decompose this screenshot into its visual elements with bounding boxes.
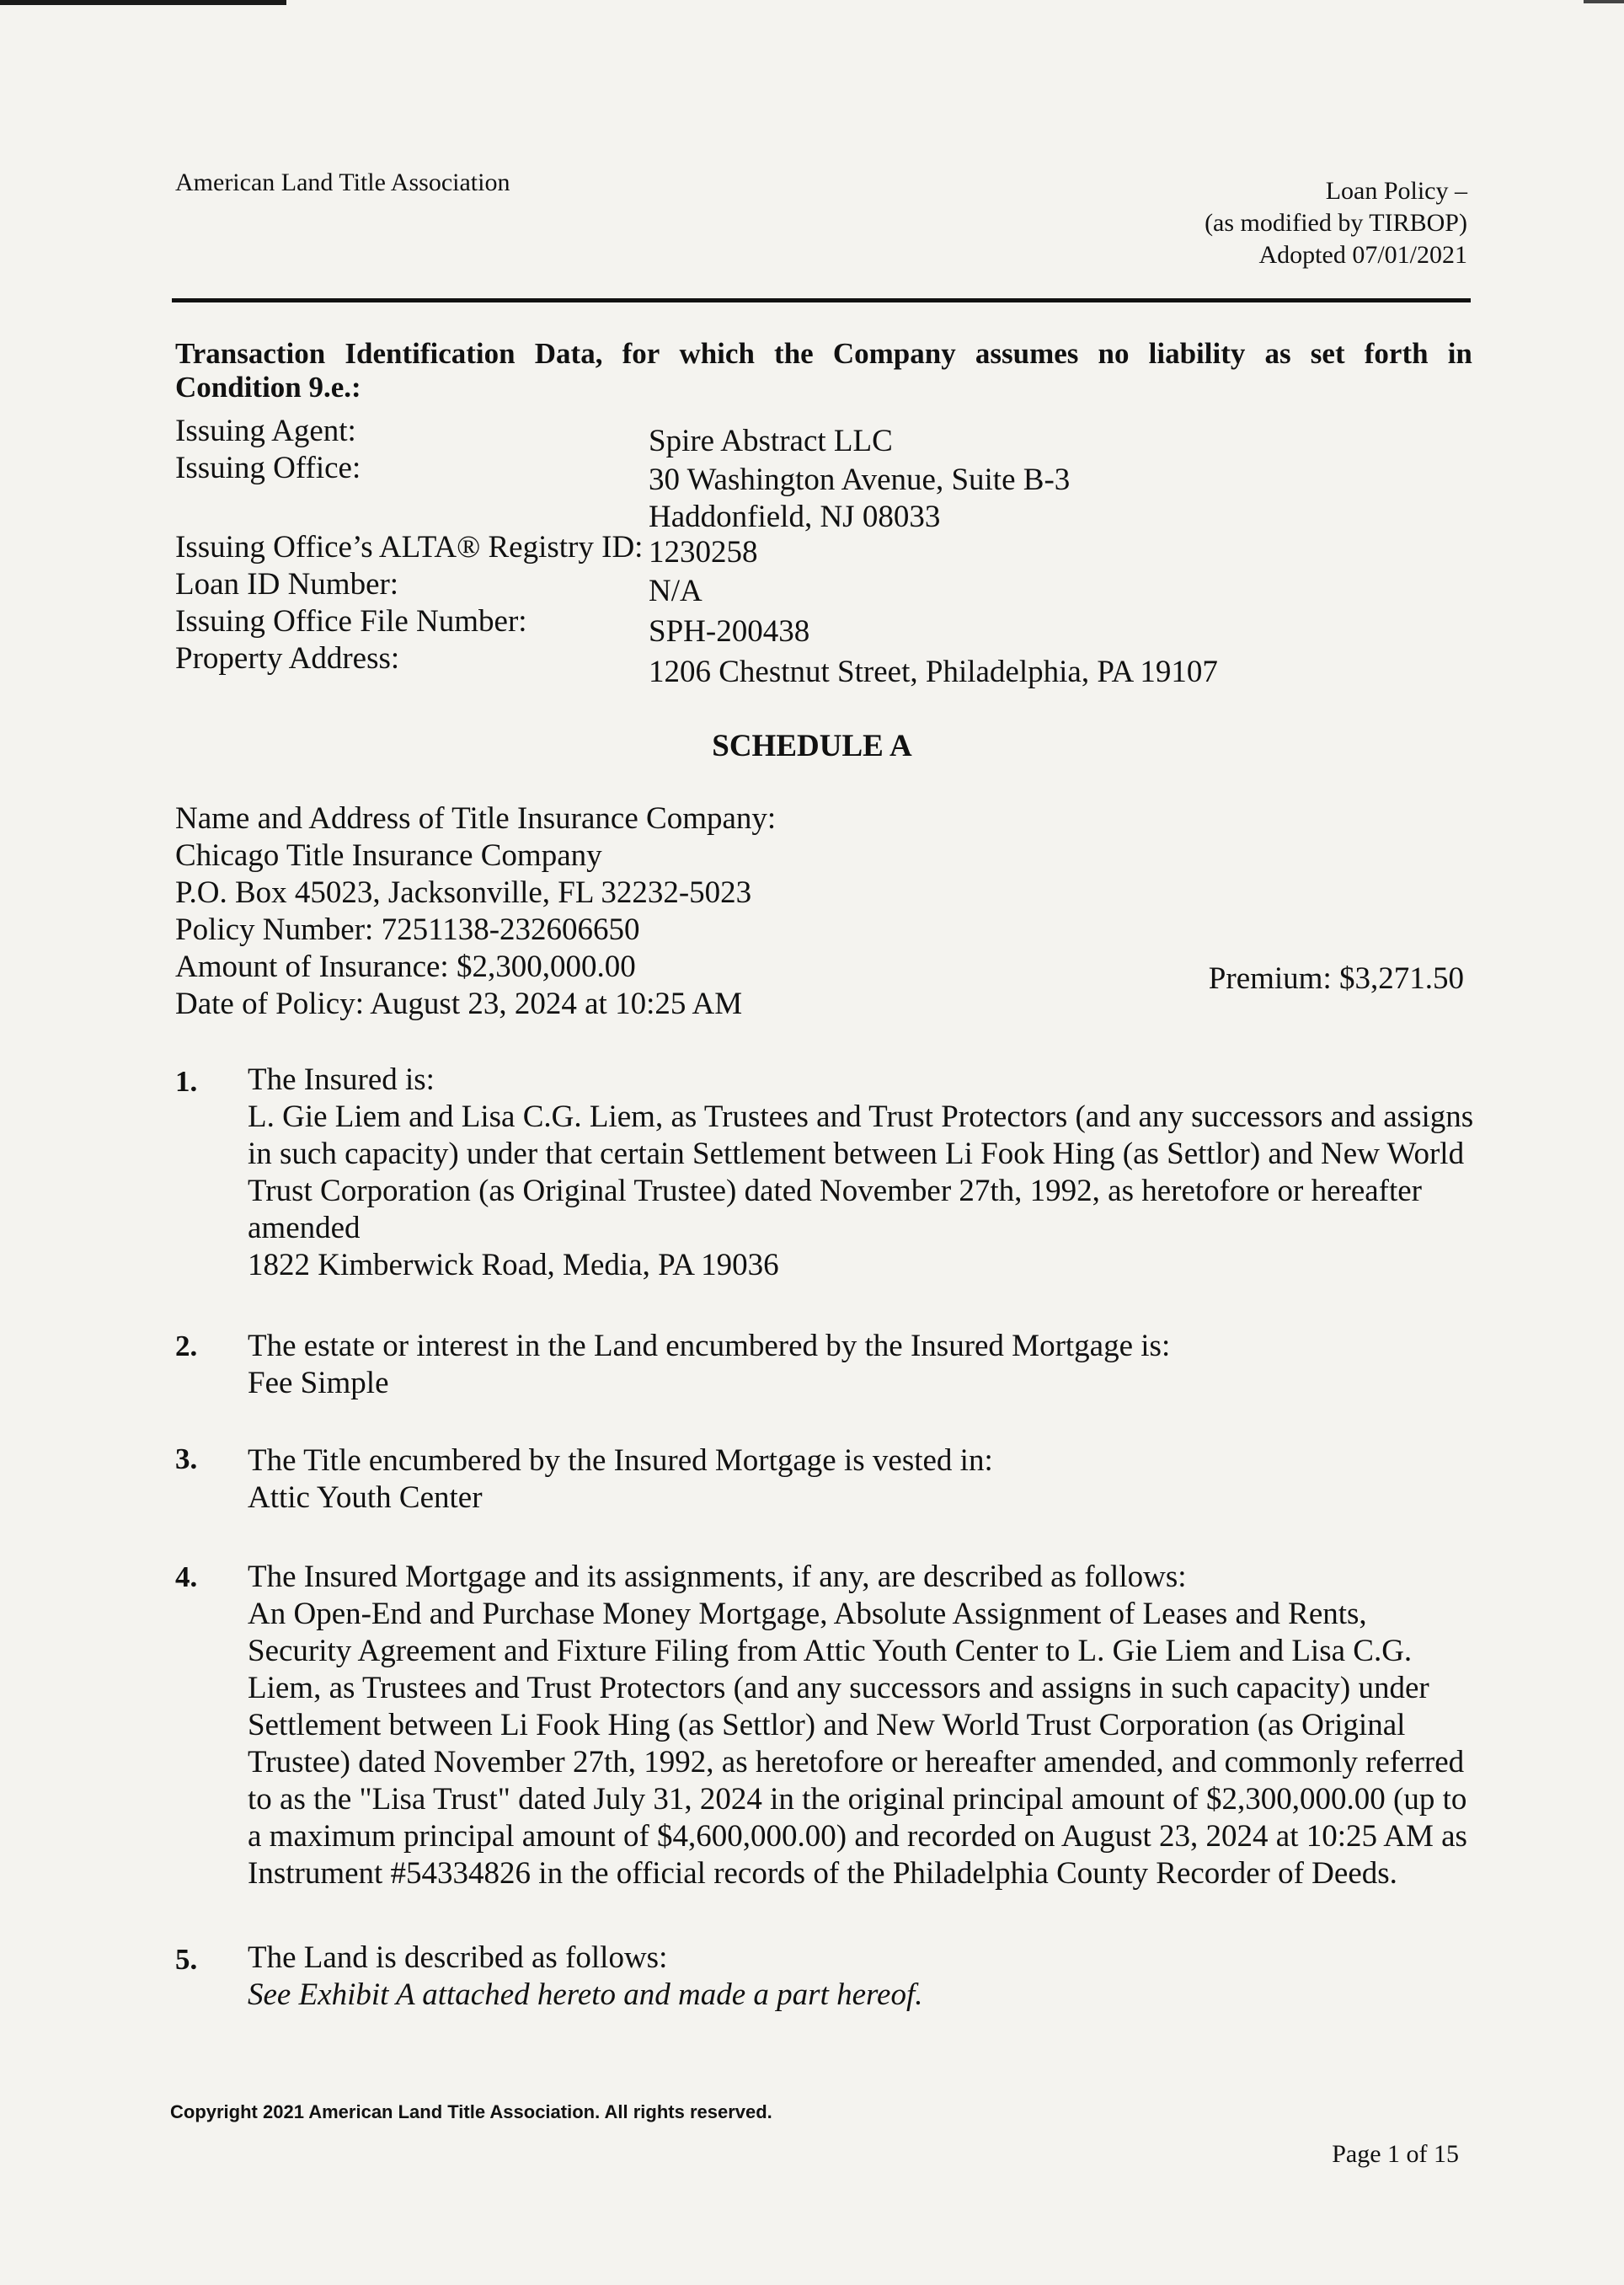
item-line: Fee Simple (248, 1366, 389, 1400)
policy-number: Policy Number: 7251138-232606650 (175, 912, 640, 947)
heading-word: Transaction (175, 337, 326, 370)
scan-artifact (0, 0, 286, 5)
premium: Premium: $3,271.50 (1208, 961, 1464, 996)
company-address: P.O. Box 45023, Jacksonville, FL 32232-5023 (175, 875, 752, 910)
transaction-heading-line1 (175, 337, 1472, 371)
loan-id-value: N/A (649, 574, 702, 608)
file-number-label: Issuing Office File Number: (175, 604, 527, 639)
policy-header (1205, 175, 1467, 271)
header-rule (172, 298, 1471, 302)
policy-type: Loan Policy – (1325, 177, 1467, 205)
item-line: Attic Youth Center (248, 1480, 483, 1515)
issuing-agent-value: Spire Abstract LLC (649, 424, 893, 458)
item-lead: The Insured Mortgage and its assignments, if any, are described as follows: (248, 1560, 1187, 1594)
transaction-heading-line2: Condition 9.e.: (175, 371, 361, 404)
heading-word: set (1310, 337, 1345, 370)
property-address-value: 1206 Chestnut Street, Philadelphia, PA 19107 (649, 655, 1218, 689)
item-lead: The estate or interest in the Land encumbered by the Insured Mortgage is: (248, 1329, 1171, 1363)
item-number: 4. (175, 1560, 198, 1593)
issuing-office-line2: Haddonfield, NJ 08033 (649, 500, 941, 534)
item-line: See Exhibit A attached hereto and made a part hereof. (248, 1977, 923, 2012)
scan-artifact (1584, 0, 1624, 3)
policy-adopted: Adopted 07/01/2021 (1258, 241, 1467, 269)
file-number-value: SPH-200438 (649, 614, 810, 649)
item-line: An Open-End and Purchase Money Mortgage, Absolute Assignment of Leases and Rents, Security Agreement and Fixture Filing from Attic Youth Center to L. Gie Liem and Lisa C.G. Liem, as Trustees and Trust Protectors (and any successors and assigns in such capacity) under Settlement between Li Fook Hing (as Settlor) and New World Trust Corporation (as Original Trustee) dated November 27th, 1992, as heretofore or hereafter amended, and commonly referred to as the "Lisa Trust" dated July 31, 2024 in the original principal amount of $2,300,000.00 (up to a maximum principal amount of $4,600,000.00) and recorded on August 23, 2024 at 10:25 AM as Instrument #54334826 in the official records of the Philadelphia County Recorder of Deeds. (248, 1597, 1467, 1891)
heading-word: Data, (534, 337, 603, 370)
date-of-policy: Date of Policy: August 23, 2024 at 10:25 AM (175, 987, 743, 1021)
item-lead: The Insured is: (248, 1062, 435, 1097)
item-lead: The Title encumbered by the Insured Mortgage is vested in: (248, 1443, 993, 1478)
heading-word: which (679, 337, 755, 370)
company-name: Chicago Title Insurance Company (175, 838, 602, 873)
copyright: Copyright 2021 American Land Title Association. All rights reserved. (170, 2101, 772, 2122)
heading-word: no (1098, 337, 1130, 370)
company-label: Name and Address of Title Insurance Company: (175, 801, 777, 836)
heading-word: the (774, 337, 814, 370)
schedule-title: SCHEDULE A (712, 729, 912, 763)
heading-word: as (1264, 337, 1291, 370)
heading-word: for (622, 337, 660, 370)
policy-modified: (as modified by TIRBOP) (1205, 209, 1467, 237)
item-estate (248, 1328, 1477, 1402)
company-block (175, 800, 776, 1023)
loan-id-label: Loan ID Number: (175, 567, 399, 602)
item-number: 2. (175, 1330, 198, 1362)
amount-of-insurance: Amount of Insurance: $2,300,000.00 (175, 950, 636, 984)
property-address-label: Property Address: (175, 641, 400, 676)
heading-word: Company (832, 337, 956, 370)
item-number: 5. (175, 1943, 198, 1976)
registry-id-value: 1230258 (649, 535, 758, 570)
item-mortgage (248, 1559, 1477, 1892)
item-number: 3. (175, 1442, 198, 1475)
item-vested (248, 1442, 1477, 1517)
transaction-heading (175, 337, 1472, 404)
item-line: 1822 Kimberwick Road, Media, PA 19036 (248, 1248, 779, 1282)
heading-word: in (1447, 337, 1472, 370)
heading-word: assumes (975, 337, 1079, 370)
registry-id-label: Issuing Office’s ALTA® Registry ID: (175, 530, 644, 565)
item-line: L. Gie Liem and Lisa C.G. Liem, as Trustees and Trust Protectors (and any successors and assigns in such capacity) under that certain Settlement between Li Fook Hing (as Settlor) and New World Trust Corporation (as Original Trustee) dated November 27th, 1992, as heretofore or hereafter amended (248, 1100, 1474, 1245)
heading-word: Identification (345, 337, 516, 370)
heading-word: liability (1148, 337, 1246, 370)
issuing-agent-label: Issuing Agent: (175, 414, 356, 448)
item-lead: The Land is described as follows: (248, 1940, 668, 1975)
item-insured (248, 1062, 1477, 1284)
heading-word: forth (1364, 337, 1429, 370)
issuing-office-line1: 30 Washington Avenue, Suite B-3 (649, 463, 1071, 497)
item-land (248, 1940, 1477, 2014)
issuing-office-label: Issuing Office: (175, 451, 361, 485)
page-number: Page 1 of 15 (1332, 2140, 1459, 2168)
item-number: 1. (175, 1065, 198, 1098)
organization-name: American Land Title Association (175, 169, 510, 196)
